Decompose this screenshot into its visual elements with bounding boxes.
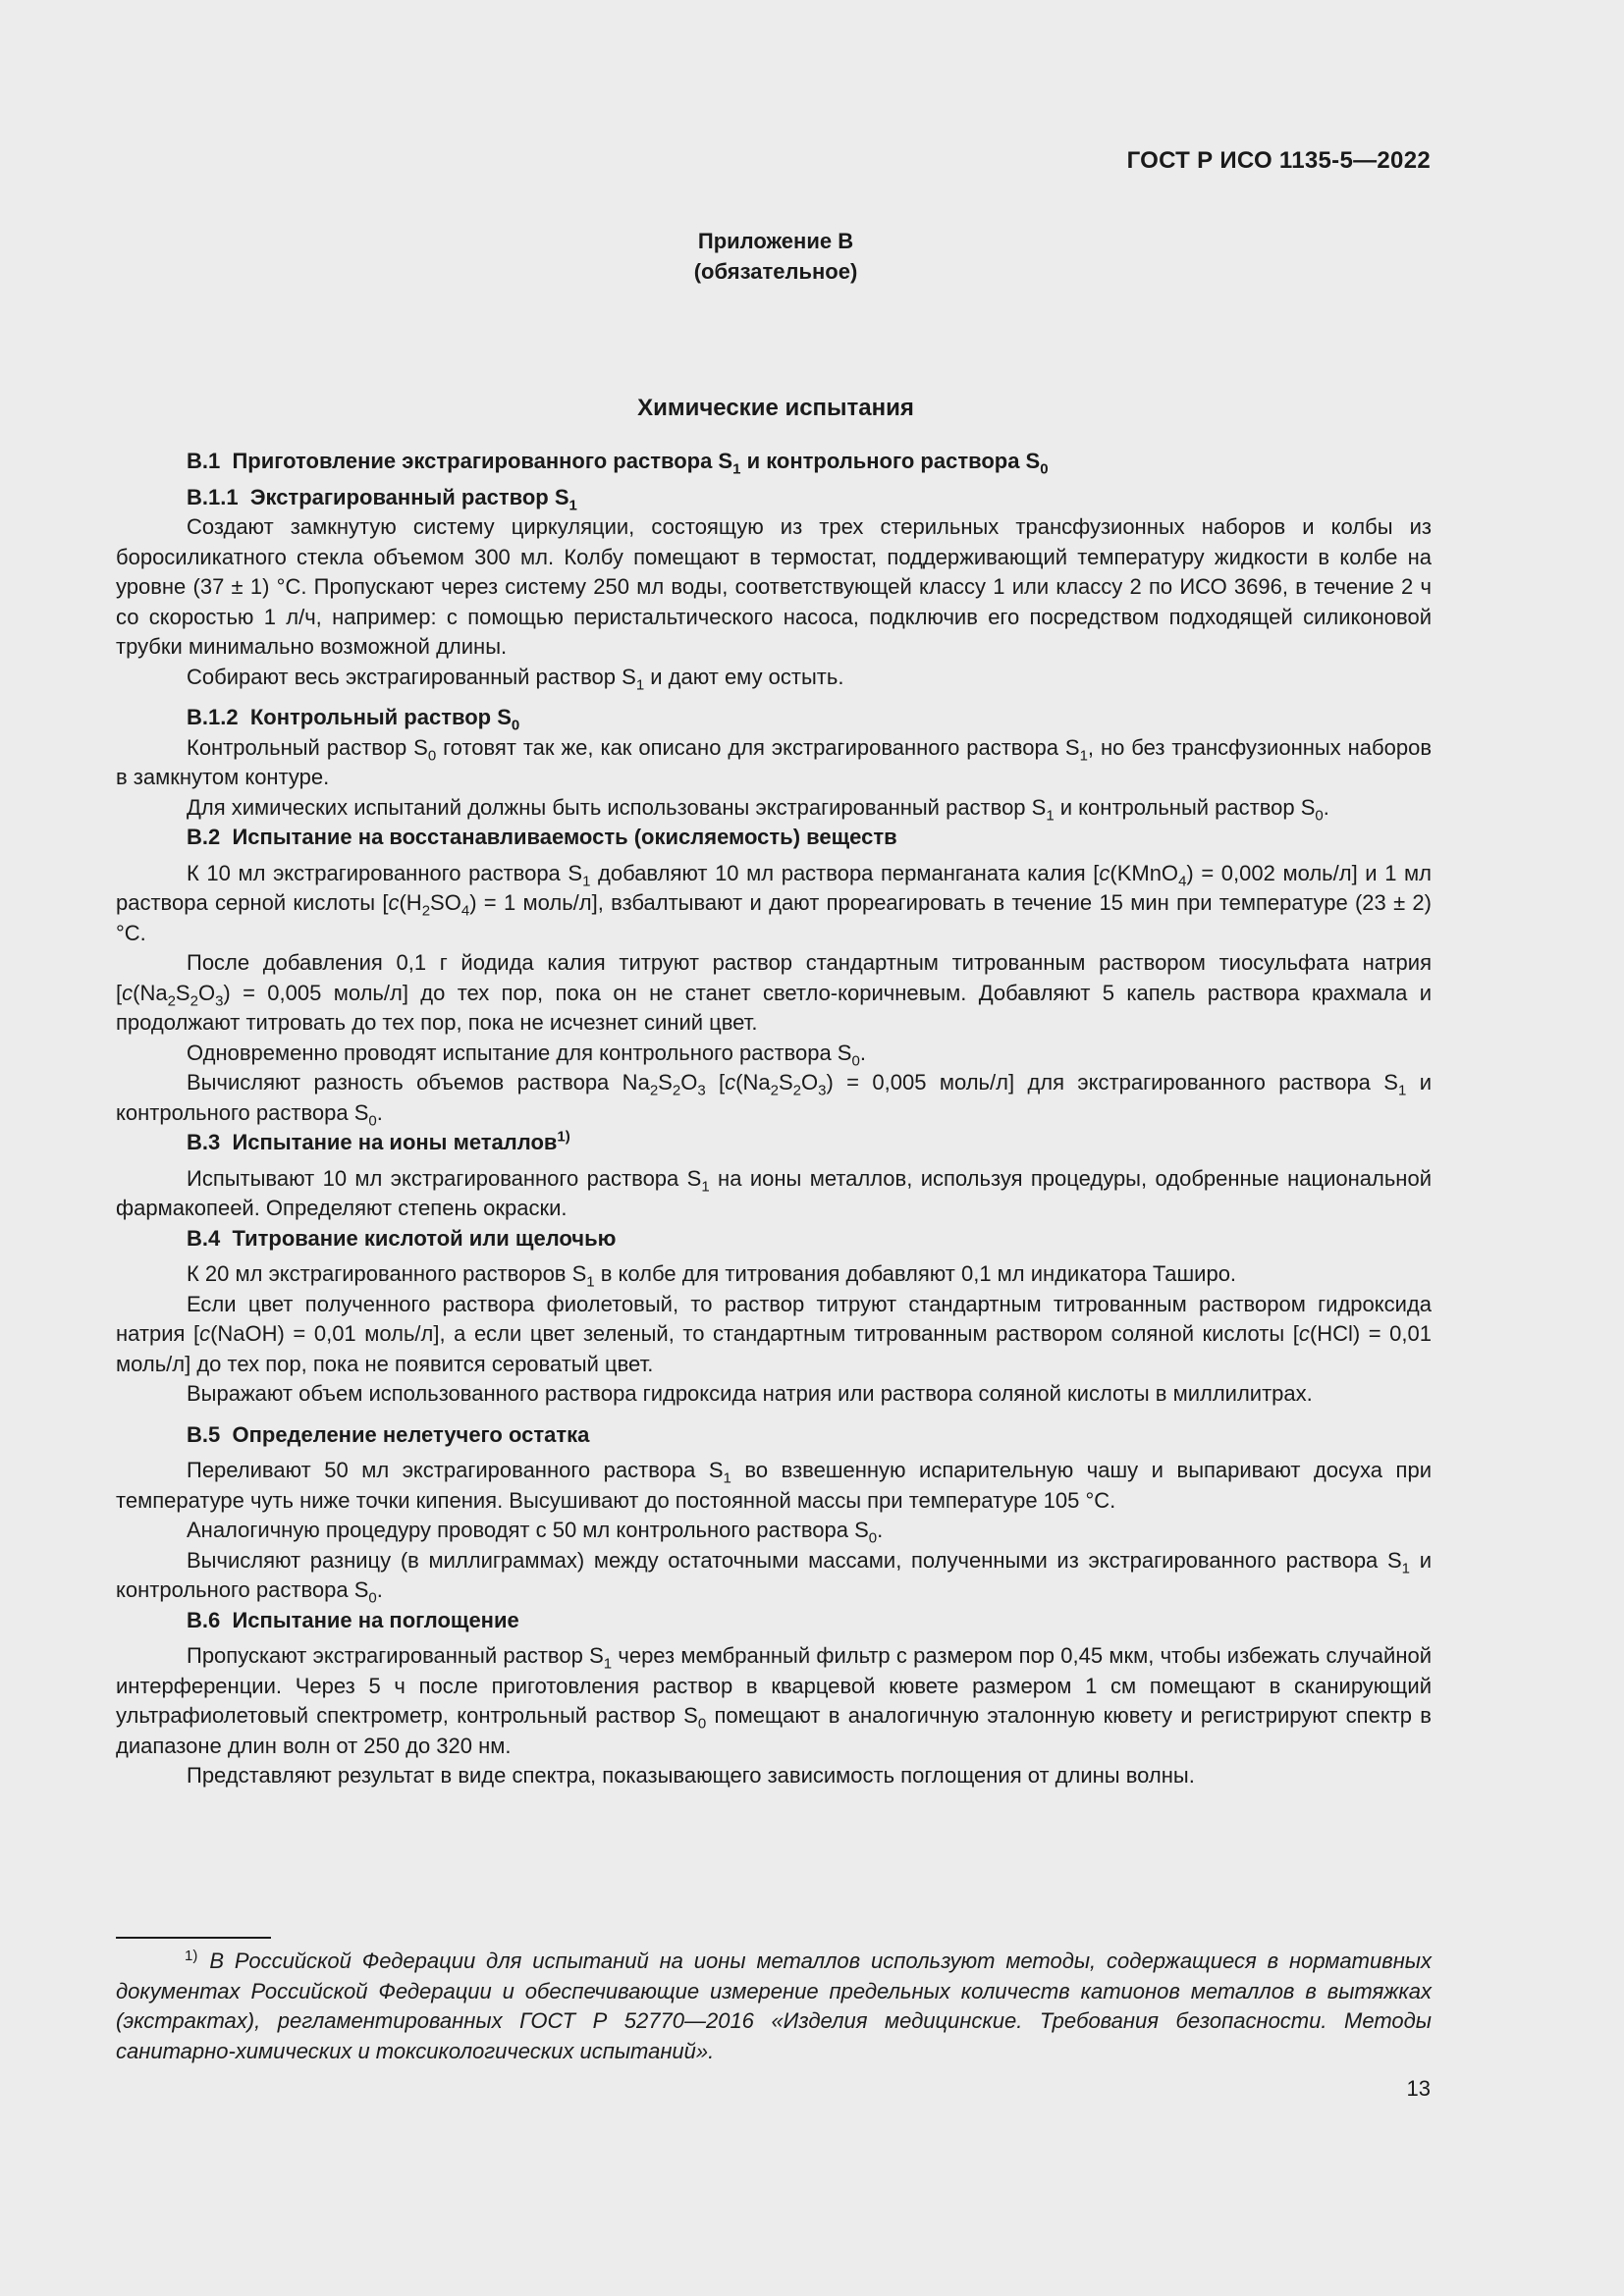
- section-heading-b5: В.5 Определение нелетучего остатка: [187, 1421, 590, 1447]
- section-heading-b3: В.3 Испытание на ионы металлов$^{1)}$: [187, 1128, 570, 1154]
- footnote: $^{1)}$ В Российской Федерации для испытаний на ионы металлов используют методы, содержащиеся в нормативных документах Российской Федерации и обеспечивающие измерение предельных количеств катионов металлов в вытяжках (экстрактах), регламентированных ГОСТ Р 52770—2016 «Изделия медицинские. Требования безопасности. Методы санитарно-химических и токсикологических испытаний».: [116, 1947, 1432, 2063]
- paragraph: Если цвет полученного раствора фиолетовый, то раствор титруют стандартным титрованным раствором гидроксида натрия [c(NaOH) = 0,01 моль/л], а если цвет зеленый, то стандартным титрованным раствором соляной кислоты [c(HCl) = 0,01 моль/л] до тех пор, пока не появится сероватый цвет.: [116, 1291, 1432, 1376]
- paragraph: Одновременно проводят испытание для контрольного раствора $S_0$.: [187, 1040, 866, 1069]
- document-code: ГОСТ Р ИСО 1135-5—2022: [1126, 147, 1431, 174]
- paragraph: Создают замкнутую систему циркуляции, состоящую из трех стерильных трансфузионных наборов и колбы из боросиликатного стекла объемом 300 мл. Колбу помещают в термостат, поддерживающий температуру жидкости в колбе на уровне (37 ± 1) °С. Пропускают через систему 250 мл воды, соответствующей классу 1 или классу 2 по ИСО 3696, в течение 2 ч со скоростью 1 л/ч, например: с помощью перистальтического насоса, подключив его посредством подходящей силиконовой трубки минимально возможной длины.: [116, 514, 1432, 659]
- section-heading-b1-1: В.1.1 Экстрагированный раствор $S_1$: [187, 484, 577, 513]
- paragraph: Вычисляют разность объемов раствора $Na_2S_2O_3$ [$c(Na_2S_2O_3) = 0,005$ моль/л] для экстрагированного раствора $S_1$ и контрольного раствора $S_0$.: [116, 1070, 1433, 1129]
- paragraph: После добавления 0,1 г йодида калия титруют раствор стандартным титрованным раствором тиосульфата натрия [$c(Na_2S_2O_3) = 0,005$ моль/л] до тех пор, пока он не станет светло-коричневым. Добавляют 5 капель раствора крахмала и продолжают титровать до тех пор, пока не исчезнет синий цвет.: [116, 950, 1432, 1035]
- section-heading-b4: В.4 Титрование кислотой или щелочью: [187, 1225, 617, 1251]
- paragraph: Испытывают 10 мл экстрагированного раствора $S_1$ на ионы металлов, используя процедуры, одобренные национальной фармакопеей. Определяют степень окраски.: [116, 1165, 1432, 1220]
- section-heading-b6: В.6 Испытание на поглощение: [187, 1607, 519, 1632]
- paragraph: Контрольный раствор $S_0$ готовят так же, как описано для экстрагированного раствора $S_1$, но без трансфузионных наборов в замкнутом контуре.: [116, 734, 1433, 789]
- footnote-divider: [116, 1937, 271, 1939]
- section-heading-b1-2: В.1.2 Контрольный раствор $S_0$: [187, 705, 520, 734]
- appendix-status: (обязательное): [693, 259, 858, 284]
- page-title: Химические испытания: [637, 395, 914, 421]
- paragraph: Для химических испытаний должны быть использованы экстрагированный раствор $S_1$ и контрольный раствор $S_0$.: [187, 794, 1329, 824]
- paragraph: К 10 мл экстрагированного раствора $S_1$ добавляют 10 мл раствора перманганата калия [c(KMnO$_4$) = 0,002 моль/л] и 1 мл раствора серной кислоты [$c(H_2SO_4) = 1$ моль/л], взбалтывают и дают прореагировать в течение 15 мин при температуре (23 ± 2) °С.: [116, 860, 1433, 945]
- paragraph: Переливают 50 мл экстрагированного раствора $S_1$ во взвешенную испарительную чашу и выпаривают досуха при температуре чуть ниже точки кипения. Высушивают до постоянной массы при температуре 105 °С.: [116, 1458, 1432, 1513]
- paragraph: Выражают объем использованного раствора гидроксида натрия или раствора соляной кислоты в миллилитрах.: [187, 1381, 1313, 1406]
- document-body: [116, 447, 1432, 1791]
- paragraph: К 20 мл экстрагированного растворов $S_1$ в колбе для титрования добавляют 0,1 мл индикатора Таширо.: [187, 1261, 1237, 1291]
- paragraph: Пропускают экстрагированный раствор $S_1$ через мембранный фильтр с размером пор 0,45 мкм, чтобы избежать случайной интерференции. Через 5 ч после приготовления раствор в кварцевой кювете размером 1 см помещают в сканирующий ультрафиолетовый спектрометр, контрольный раствор $S_0$ помещают в аналогичную эталонную кювету и регистрируют спектр в диапазоне длин волн от 250 до 320 нм.: [116, 1643, 1433, 1758]
- appendix-heading: [0, 226, 1551, 287]
- paragraph: Вычисляют разницу (в миллиграммах) между остаточными массами, полученными из экстрагированного раствора $S_1$ и контрольного раствора $S_0$.: [116, 1547, 1432, 1607]
- section-heading-b1: В.1 Приготовление экстрагированного раствора $S_1$ и контрольного раствора $S_0$: [187, 449, 1049, 478]
- paragraph: Собирают весь экстрагированный раствор $S_1$ и дают ему остыть.: [187, 664, 844, 693]
- appendix-title: Приложение В: [697, 229, 854, 253]
- paragraph: Представляют результат в виде спектра, показывающего зависимость поглощения от длины волны.: [187, 1763, 1195, 1788]
- page-number: 13: [1406, 2076, 1431, 2101]
- section-heading-b2: В.2 Испытание на восстанавливаемость (окисляемость) веществ: [187, 825, 897, 849]
- footnote-text: В Российской Федерации для испытаний на ионы металлов используют методы, содержащиеся в нормативных документах Российской Федерации и обеспечивающие измерение предельных количеств катионов металлов в вытяжках (экстрактах), регламентированных ГОСТ Р 52770—2016 «Изделия медицинские. Требования безопасности. Методы санитарно-химических и токсикологических испытаний».: [116, 1949, 1432, 2063]
- paragraph: Аналогичную процедуру проводят с 50 мл контрольного раствора $S_0$.: [187, 1518, 884, 1547]
